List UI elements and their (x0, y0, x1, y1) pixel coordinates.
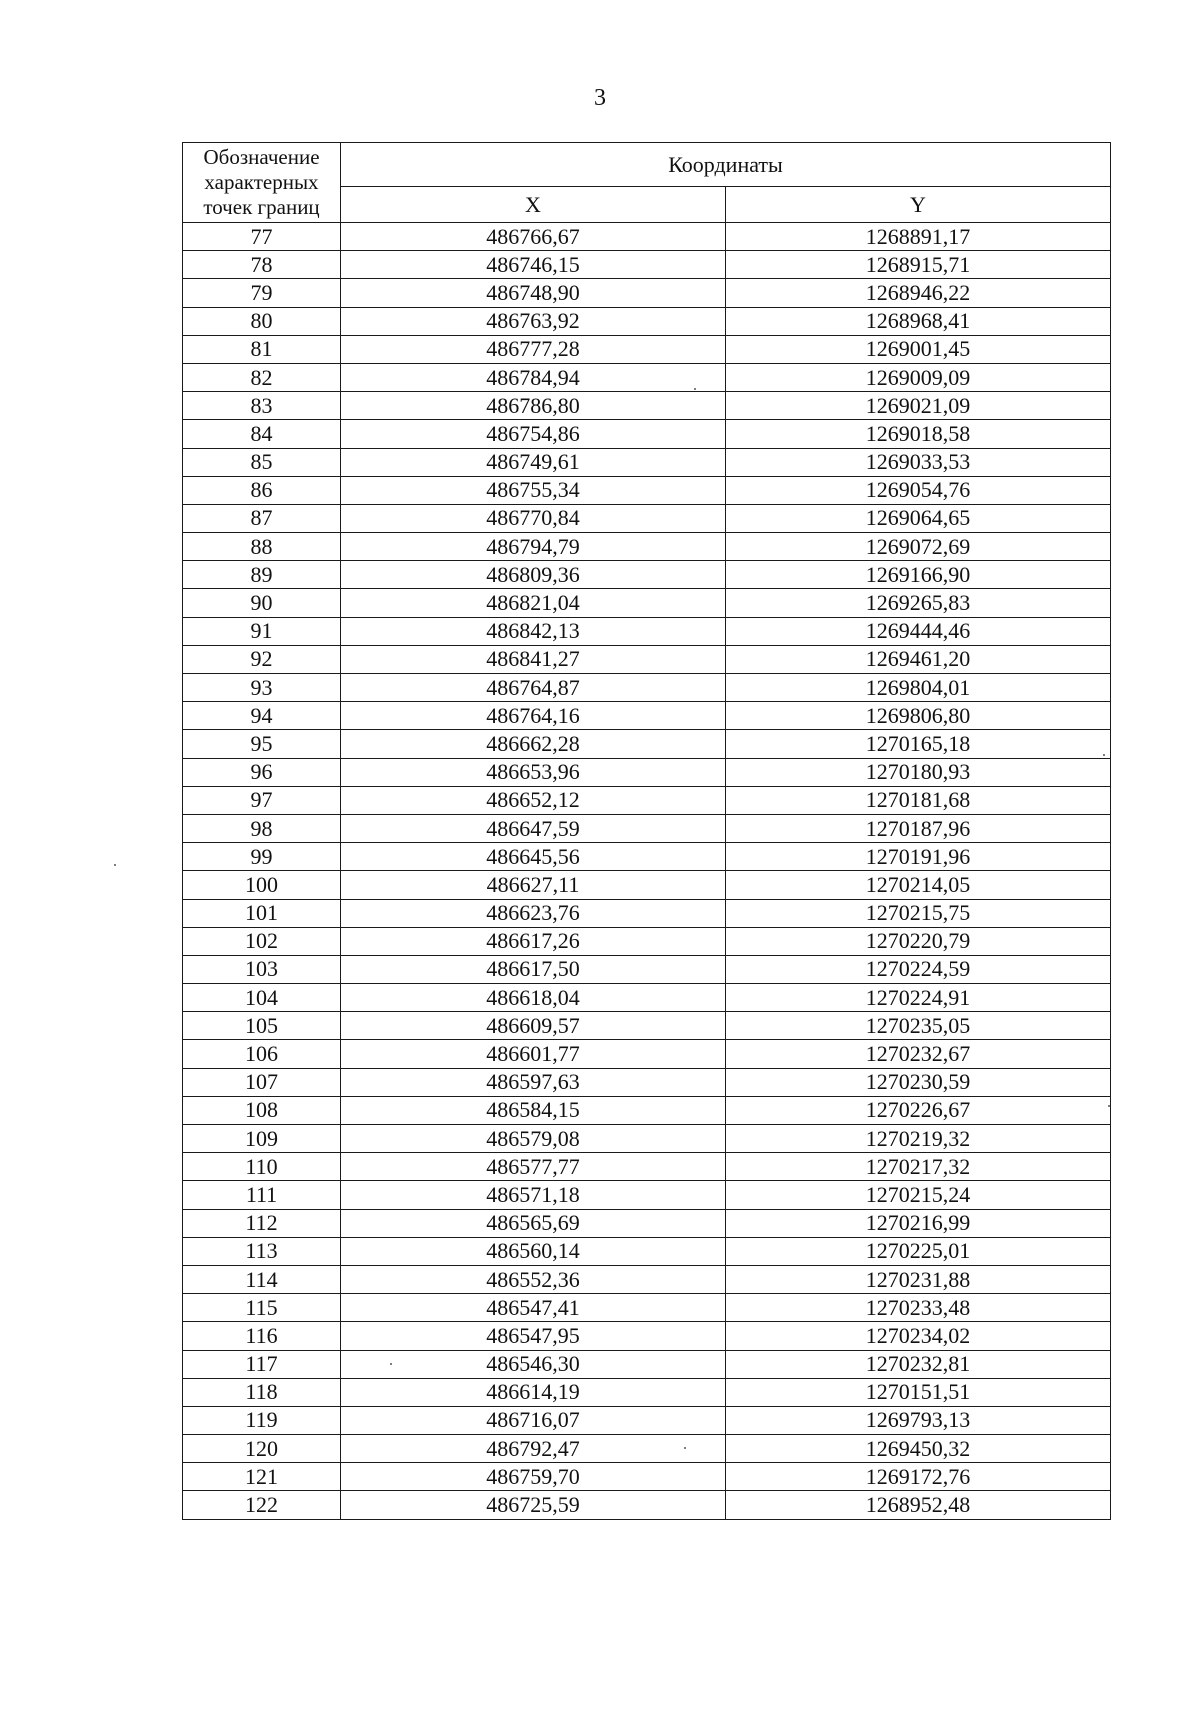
y-coordinate-cell: 1269806,80 (726, 702, 1111, 730)
point-cell: 93 (183, 674, 341, 702)
point-cell: 112 (183, 1209, 341, 1237)
point-cell: 109 (183, 1125, 341, 1153)
point-cell: 97 (183, 786, 341, 814)
x-coordinate-cell: 486784,94 (341, 363, 726, 391)
x-coordinate-cell: 486754,86 (341, 420, 726, 448)
table-row (183, 984, 1111, 1012)
x-coordinate-cell: 486759,70 (341, 1463, 726, 1491)
x-coordinate-cell: 486647,59 (341, 814, 726, 842)
x-coordinate-cell: 486716,07 (341, 1406, 726, 1434)
point-cell: 103 (183, 955, 341, 983)
y-coordinate-cell: 1270231,88 (726, 1265, 1111, 1293)
x-coordinate-cell: 486770,84 (341, 504, 726, 532)
y-coordinate-cell: 1270215,24 (726, 1181, 1111, 1209)
table-row (183, 1322, 1111, 1350)
y-coordinate-cell: 1270224,91 (726, 984, 1111, 1012)
x-coordinate-cell: 486749,61 (341, 448, 726, 476)
table-row (183, 1406, 1111, 1434)
y-coordinate-cell: 1270225,01 (726, 1237, 1111, 1265)
table-row (183, 1096, 1111, 1124)
point-cell: 110 (183, 1153, 341, 1181)
y-coordinate-cell: 1269072,69 (726, 533, 1111, 561)
point-cell: 100 (183, 871, 341, 899)
y-column-header: Y (726, 187, 1111, 223)
table-row (183, 674, 1111, 702)
y-coordinate-cell: 1269018,58 (726, 420, 1111, 448)
x-coordinate-cell: 486645,56 (341, 843, 726, 871)
point-cell: 79 (183, 279, 341, 307)
y-coordinate-cell: 1270180,93 (726, 758, 1111, 786)
y-coordinate-cell: 1270181,68 (726, 786, 1111, 814)
x-coordinate-cell: 486662,28 (341, 730, 726, 758)
table-row (183, 814, 1111, 842)
table-row (183, 786, 1111, 814)
x-coordinate-cell: 486571,18 (341, 1181, 726, 1209)
point-cell: 111 (183, 1181, 341, 1209)
y-coordinate-cell: 1270233,48 (726, 1294, 1111, 1322)
table-row (183, 504, 1111, 532)
point-cell: 94 (183, 702, 341, 730)
table-row (183, 335, 1111, 363)
point-cell: 80 (183, 307, 341, 335)
y-coordinate-cell: 1270217,32 (726, 1153, 1111, 1181)
table-row (183, 843, 1111, 871)
y-coordinate-cell: 1269461,20 (726, 645, 1111, 673)
point-cell: 98 (183, 814, 341, 842)
table-row (183, 1068, 1111, 1096)
point-cell: 117 (183, 1350, 341, 1378)
table-body (183, 223, 1111, 1520)
x-coordinate-cell: 486763,92 (341, 307, 726, 335)
table-row (183, 392, 1111, 420)
point-cell: 120 (183, 1435, 341, 1463)
y-coordinate-cell: 1269033,53 (726, 448, 1111, 476)
x-coordinate-cell: 486653,96 (341, 758, 726, 786)
x-coordinate-cell: 486623,76 (341, 899, 726, 927)
y-coordinate-cell: 1269054,76 (726, 476, 1111, 504)
point-cell: 96 (183, 758, 341, 786)
scan-speck (684, 1447, 686, 1449)
point-cell: 99 (183, 843, 341, 871)
table-row (183, 363, 1111, 391)
y-coordinate-cell: 1270216,99 (726, 1209, 1111, 1237)
x-coordinate-cell: 486766,67 (341, 223, 726, 251)
point-cell: 108 (183, 1096, 341, 1124)
y-coordinate-cell: 1270234,02 (726, 1322, 1111, 1350)
table-row (183, 420, 1111, 448)
x-coordinate-cell: 486609,57 (341, 1012, 726, 1040)
point-cell: 114 (183, 1265, 341, 1293)
x-coordinate-cell: 486792,47 (341, 1435, 726, 1463)
point-cell: 81 (183, 335, 341, 363)
y-coordinate-cell: 1270220,79 (726, 927, 1111, 955)
x-coordinate-cell: 486552,36 (341, 1265, 726, 1293)
y-coordinate-cell: 1270226,67 (726, 1096, 1111, 1124)
table-header (183, 143, 1111, 223)
x-coordinate-cell: 486764,16 (341, 702, 726, 730)
x-coordinate-cell: 486560,14 (341, 1237, 726, 1265)
point-cell: 86 (183, 476, 341, 504)
x-coordinate-cell: 486842,13 (341, 617, 726, 645)
y-coordinate-cell: 1270187,96 (726, 814, 1111, 842)
y-coordinate-cell: 1269793,13 (726, 1406, 1111, 1434)
x-coordinate-cell: 486764,87 (341, 674, 726, 702)
table-row (183, 1125, 1111, 1153)
point-cell: 89 (183, 561, 341, 589)
table-row (183, 758, 1111, 786)
table-row (183, 1265, 1111, 1293)
y-coordinate-cell: 1270214,05 (726, 871, 1111, 899)
point-cell: 91 (183, 617, 341, 645)
point-cell: 115 (183, 1294, 341, 1322)
y-coordinate-cell: 1270219,32 (726, 1125, 1111, 1153)
point-cell: 106 (183, 1040, 341, 1068)
table-row (183, 1237, 1111, 1265)
table-row (183, 899, 1111, 927)
x-coordinate-cell: 486786,80 (341, 392, 726, 420)
point-cell: 119 (183, 1406, 341, 1434)
table-row (183, 1378, 1111, 1406)
table-row (183, 223, 1111, 251)
coordinates-table (182, 142, 1111, 1520)
point-cell: 105 (183, 1012, 341, 1040)
point-cell: 116 (183, 1322, 341, 1350)
x-column-header: X (341, 187, 726, 223)
table-row (183, 702, 1111, 730)
point-cell: 87 (183, 504, 341, 532)
scan-speck (1108, 1105, 1110, 1107)
x-coordinate-cell: 486821,04 (341, 589, 726, 617)
table-row (183, 1491, 1111, 1519)
table-row (183, 1350, 1111, 1378)
table-row (183, 1435, 1111, 1463)
table-row (183, 1181, 1111, 1209)
x-coordinate-cell: 486777,28 (341, 335, 726, 363)
table-row (183, 307, 1111, 335)
y-coordinate-cell: 1269009,09 (726, 363, 1111, 391)
x-coordinate-cell: 486725,59 (341, 1491, 726, 1519)
x-coordinate-cell: 486565,69 (341, 1209, 726, 1237)
scan-speck (390, 1363, 392, 1365)
y-coordinate-cell: 1270232,81 (726, 1350, 1111, 1378)
point-cell: 107 (183, 1068, 341, 1096)
x-coordinate-cell: 486746,15 (341, 251, 726, 279)
x-coordinate-cell: 486809,36 (341, 561, 726, 589)
x-coordinate-cell: 486748,90 (341, 279, 726, 307)
y-coordinate-cell: 1270215,75 (726, 899, 1111, 927)
point-cell: 77 (183, 223, 341, 251)
x-coordinate-cell: 486547,41 (341, 1294, 726, 1322)
point-cell: 113 (183, 1237, 341, 1265)
x-coordinate-cell: 486547,95 (341, 1322, 726, 1350)
y-coordinate-cell: 1268946,22 (726, 279, 1111, 307)
point-cell: 88 (183, 533, 341, 561)
x-coordinate-cell: 486841,27 (341, 645, 726, 673)
x-coordinate-cell: 486546,30 (341, 1350, 726, 1378)
point-cell: 83 (183, 392, 341, 420)
y-coordinate-cell: 1269450,32 (726, 1435, 1111, 1463)
y-coordinate-cell: 1269804,01 (726, 674, 1111, 702)
x-coordinate-cell: 486584,15 (341, 1096, 726, 1124)
table-row (183, 927, 1111, 955)
table-row (183, 448, 1111, 476)
y-coordinate-cell: 1270165,18 (726, 730, 1111, 758)
y-coordinate-cell: 1270235,05 (726, 1012, 1111, 1040)
point-cell: 90 (183, 589, 341, 617)
x-coordinate-cell: 486617,50 (341, 955, 726, 983)
table-row (183, 871, 1111, 899)
table-row (183, 476, 1111, 504)
scan-speck (1103, 754, 1105, 756)
x-coordinate-cell: 486627,11 (341, 871, 726, 899)
point-cell: 118 (183, 1378, 341, 1406)
point-cell: 122 (183, 1491, 341, 1519)
y-coordinate-cell: 1268891,17 (726, 223, 1111, 251)
table-row (183, 589, 1111, 617)
table-row (183, 1294, 1111, 1322)
y-coordinate-cell: 1269021,09 (726, 392, 1111, 420)
point-cell: 121 (183, 1463, 341, 1491)
x-coordinate-cell: 486652,12 (341, 786, 726, 814)
y-coordinate-cell: 1270224,59 (726, 955, 1111, 983)
page-number: 3 (594, 85, 606, 111)
coordinates-header: Координаты (341, 143, 1111, 187)
point-cell: 102 (183, 927, 341, 955)
x-coordinate-cell: 486794,79 (341, 533, 726, 561)
table-row (183, 1153, 1111, 1181)
y-coordinate-cell: 1269265,83 (726, 589, 1111, 617)
table-row (183, 1463, 1111, 1491)
y-coordinate-cell: 1269444,46 (726, 617, 1111, 645)
y-coordinate-cell: 1268952,48 (726, 1491, 1111, 1519)
point-cell: 82 (183, 363, 341, 391)
x-coordinate-cell: 486755,34 (341, 476, 726, 504)
table-row (183, 730, 1111, 758)
y-coordinate-cell: 1268915,71 (726, 251, 1111, 279)
point-cell: 85 (183, 448, 341, 476)
scan-speck (114, 864, 116, 866)
table-row (183, 561, 1111, 589)
point-designation-header: Обозначение характерных точек границ (183, 143, 341, 223)
x-coordinate-cell: 486617,26 (341, 927, 726, 955)
y-coordinate-cell: 1270191,96 (726, 843, 1111, 871)
table-row (183, 1040, 1111, 1068)
y-coordinate-cell: 1270232,67 (726, 1040, 1111, 1068)
y-coordinate-cell: 1270151,51 (726, 1378, 1111, 1406)
y-coordinate-cell: 1269064,65 (726, 504, 1111, 532)
x-coordinate-cell: 486577,77 (341, 1153, 726, 1181)
y-coordinate-cell: 1269172,76 (726, 1463, 1111, 1491)
table-row (183, 279, 1111, 307)
table-row (183, 251, 1111, 279)
x-coordinate-cell: 486579,08 (341, 1125, 726, 1153)
y-coordinate-cell: 1270230,59 (726, 1068, 1111, 1096)
table-row (183, 1209, 1111, 1237)
table-row (183, 645, 1111, 673)
scan-speck (694, 388, 696, 390)
point-cell: 104 (183, 984, 341, 1012)
point-cell: 92 (183, 645, 341, 673)
table-row (183, 955, 1111, 983)
y-coordinate-cell: 1268968,41 (726, 307, 1111, 335)
x-coordinate-cell: 486618,04 (341, 984, 726, 1012)
table-row (183, 1012, 1111, 1040)
point-cell: 78 (183, 251, 341, 279)
table-row (183, 617, 1111, 645)
x-coordinate-cell: 486597,63 (341, 1068, 726, 1096)
y-coordinate-cell: 1269166,90 (726, 561, 1111, 589)
point-cell: 101 (183, 899, 341, 927)
y-coordinate-cell: 1269001,45 (726, 335, 1111, 363)
point-cell: 84 (183, 420, 341, 448)
point-cell: 95 (183, 730, 341, 758)
table-row (183, 533, 1111, 561)
x-coordinate-cell: 486601,77 (341, 1040, 726, 1068)
x-coordinate-cell: 486614,19 (341, 1378, 726, 1406)
